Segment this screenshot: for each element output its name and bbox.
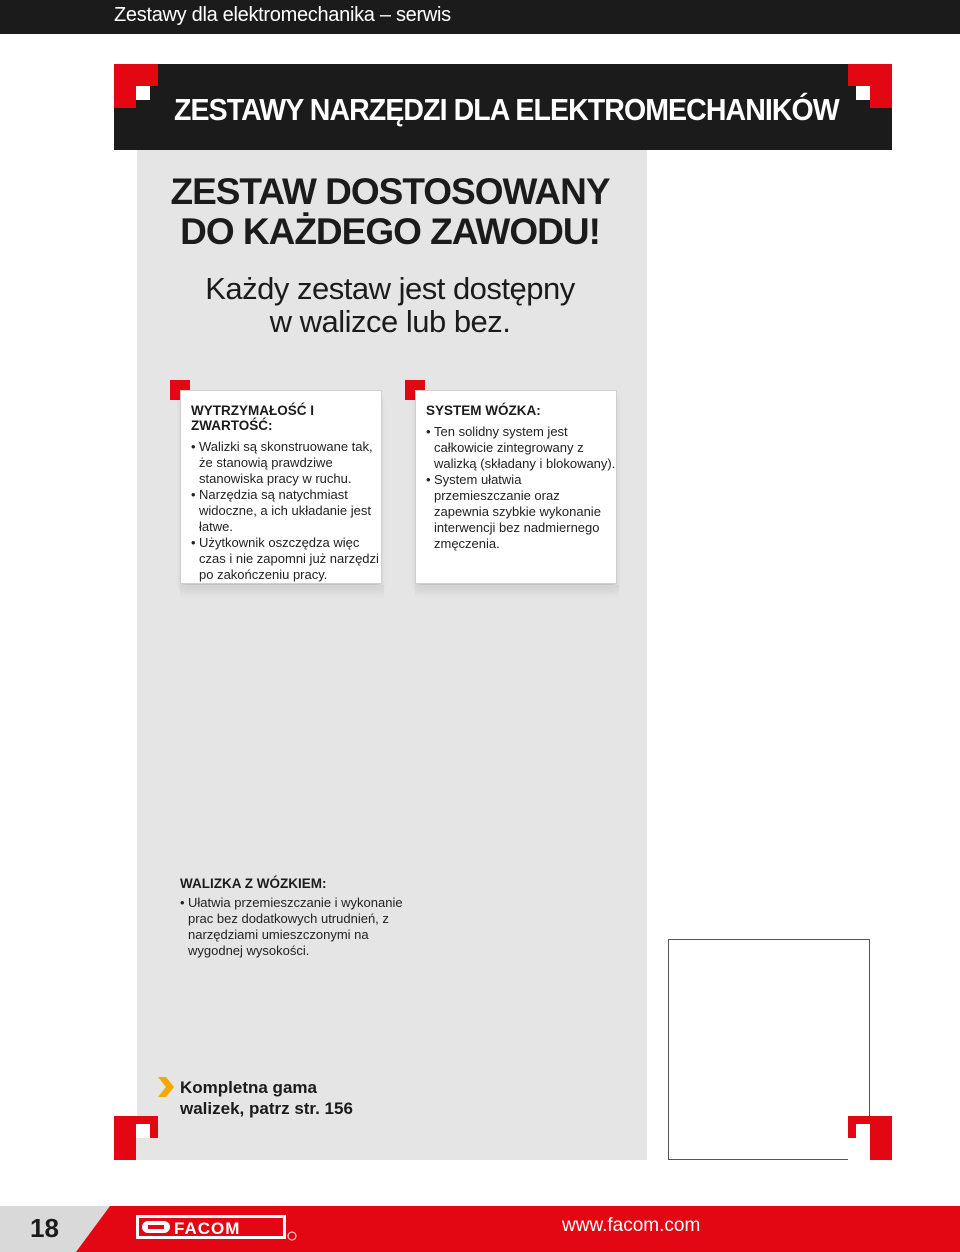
trolley-case-section — [180, 876, 410, 959]
headline-line-1: ZESTAW DOSTOSOWANY — [170, 171, 610, 212]
page-number: 18 — [30, 1213, 59, 1243]
card-title: WYTRZYMAŁOŚĆ I ZWARTOŚĆ: — [191, 403, 314, 433]
headline — [140, 172, 640, 252]
facom-logo — [136, 1212, 298, 1242]
card-shadow — [415, 585, 619, 599]
chevron-right-icon — [156, 1077, 176, 1097]
subheadline-line-1: Każdy zestaw jest dostępny — [205, 271, 575, 306]
svg-text:FACOM: FACOM — [174, 1219, 241, 1238]
list-item: • System ułatwia przemieszczanie oraz zapewnia szybkie wykonanie interwencji bez nadmiernego zmęczenia. — [426, 472, 616, 552]
catalog-reference-line-2: walizek, patrz str. 156 — [180, 1099, 353, 1118]
card-list — [426, 424, 616, 552]
catalog-reference-link[interactable] — [180, 1077, 353, 1119]
section-heading: WALIZKA Z WÓZKIEM: — [180, 876, 327, 891]
list-item: • Narzędzia są natychmiast widoczne, a ich układanie jest łatwe. — [191, 487, 381, 535]
list-item: • Ułatwia przemieszczanie i wykonanie prac bez dodatkowych utrudnień, z narzędziami umieszczonymi na wygodnej wysokości. — [180, 895, 410, 959]
catalog-reference-line-1: Kompletna gama — [180, 1078, 317, 1097]
feature-card-durability — [180, 390, 382, 584]
list-item: • Ten solidny system jest całkowicie zintegrowany z walizką (składany i blokowany). — [426, 424, 616, 472]
corner-decoration-bottom-right — [848, 1116, 892, 1160]
feature-card-trolley — [415, 390, 617, 584]
subheadline — [140, 272, 640, 338]
product-image-frame — [668, 939, 870, 1160]
corner-decoration-top-right — [848, 64, 892, 108]
top-bar — [0, 0, 960, 34]
card-shadow — [180, 585, 384, 599]
subheadline-line-2: w walizce lub bez. — [269, 304, 511, 339]
website-url[interactable]: www.facom.com — [562, 1215, 701, 1236]
list-item: • Walizki są skonstruowane tak, że stanowią prawdziwe stanowiska pracy w ruchu. — [191, 439, 381, 487]
headline-line-2: DO KAŻDEGO ZAWODU! — [180, 211, 600, 252]
footer-slash-decoration — [76, 1206, 110, 1252]
card-title: SYSTEM WÓZKA: — [426, 403, 541, 418]
trolley-list — [180, 895, 410, 959]
page-title: ZESTAWY NARZĘDZI DLA ELEKTROMECHANIKÓW — [174, 92, 839, 127]
corner-decoration-top-left — [114, 64, 158, 108]
section-title: Zestawy dla elektromechanika – serwis — [114, 4, 451, 26]
corner-decoration-bottom-left — [114, 1116, 158, 1160]
list-item: • Użytkownik oszczędza więc czas i nie zapomni już narzędzi po zakończeniu pracy. — [191, 535, 381, 583]
card-list — [191, 439, 381, 583]
